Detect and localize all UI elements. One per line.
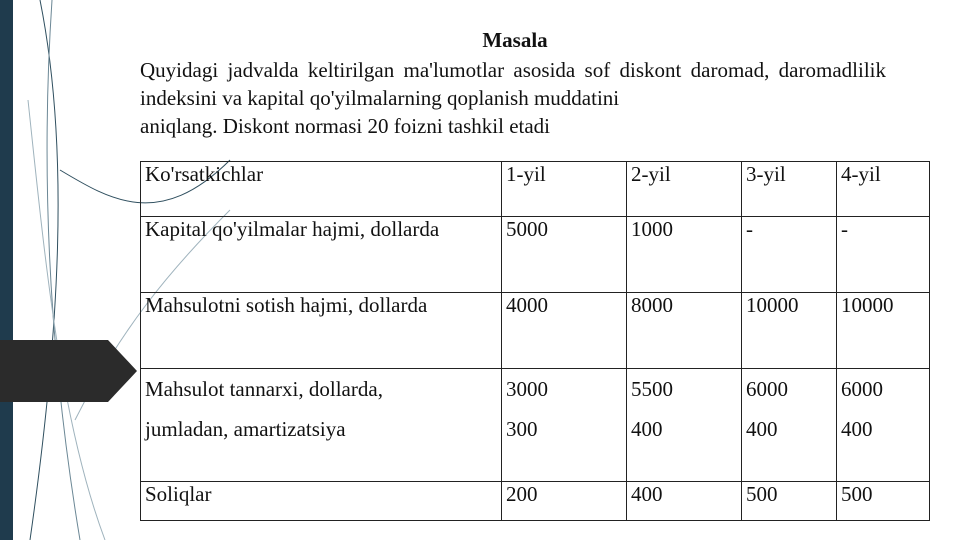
table-header-cell: Ko'rsatkichlar bbox=[141, 162, 502, 217]
table-row bbox=[141, 293, 930, 369]
row-label-line: Mahsulot tannarxi, dollarda, bbox=[145, 377, 383, 401]
table-header-cell: 4-yil bbox=[837, 162, 930, 217]
table-cell: - bbox=[742, 217, 837, 293]
row-label-line: jumladan, amartizatsiya bbox=[145, 417, 346, 441]
cell-value: 6000 bbox=[841, 377, 883, 401]
cell-value: 300 bbox=[506, 417, 538, 441]
table-cell bbox=[502, 369, 627, 482]
slide-title: Masala bbox=[482, 28, 548, 52]
cell-value: 400 bbox=[746, 417, 778, 441]
table-cell: 200 bbox=[502, 482, 627, 521]
task-text-main: Quyidagi jadvalda keltirilgan ma'lumotlar asosida sof diskont daromad, daromadlilik indeksini va kapital qo'yilmalarning qoplanish muddatini bbox=[140, 58, 886, 110]
cell-value: 5500 bbox=[631, 377, 673, 401]
table-cell: 10000 bbox=[742, 293, 837, 369]
arrow-tab-shape bbox=[0, 340, 137, 402]
cell-value: 3000 bbox=[506, 377, 548, 401]
task-description bbox=[140, 56, 886, 140]
table-cell: 500 bbox=[837, 482, 930, 521]
table-header-row bbox=[141, 162, 930, 217]
row-label: Soliqlar bbox=[141, 482, 502, 521]
table-cell: 500 bbox=[742, 482, 837, 521]
left-accent-bar bbox=[0, 0, 13, 540]
table-cell: 8000 bbox=[627, 293, 742, 369]
table-header-cell: 1-yil bbox=[502, 162, 627, 217]
cell-value: 6000 bbox=[746, 377, 788, 401]
table-header-cell: 3-yil bbox=[742, 162, 837, 217]
table-cell: 4000 bbox=[502, 293, 627, 369]
table-cell: 10000 bbox=[837, 293, 930, 369]
table-cell: 5000 bbox=[502, 217, 627, 293]
task-text-last: aniqlang. Diskont normasi 20 foizni tashkil etadi bbox=[140, 114, 551, 138]
table-cell: - bbox=[837, 217, 930, 293]
data-table bbox=[140, 161, 930, 521]
table-cell: 1000 bbox=[627, 217, 742, 293]
row-label: Mahsulotni sotish hajmi, dollarda bbox=[141, 293, 502, 369]
row-label bbox=[141, 369, 502, 482]
table-cell bbox=[837, 369, 930, 482]
table-row bbox=[141, 217, 930, 293]
table-row bbox=[141, 369, 930, 482]
table-header-cell: 2-yil bbox=[627, 162, 742, 217]
cell-value: 400 bbox=[631, 417, 663, 441]
table-cell: 400 bbox=[627, 482, 742, 521]
cell-value: 400 bbox=[841, 417, 873, 441]
table-cell bbox=[627, 369, 742, 482]
table-row bbox=[141, 482, 930, 521]
table-cell bbox=[742, 369, 837, 482]
row-label: Kapital qo'yilmalar hajmi, dollarda bbox=[141, 217, 502, 293]
